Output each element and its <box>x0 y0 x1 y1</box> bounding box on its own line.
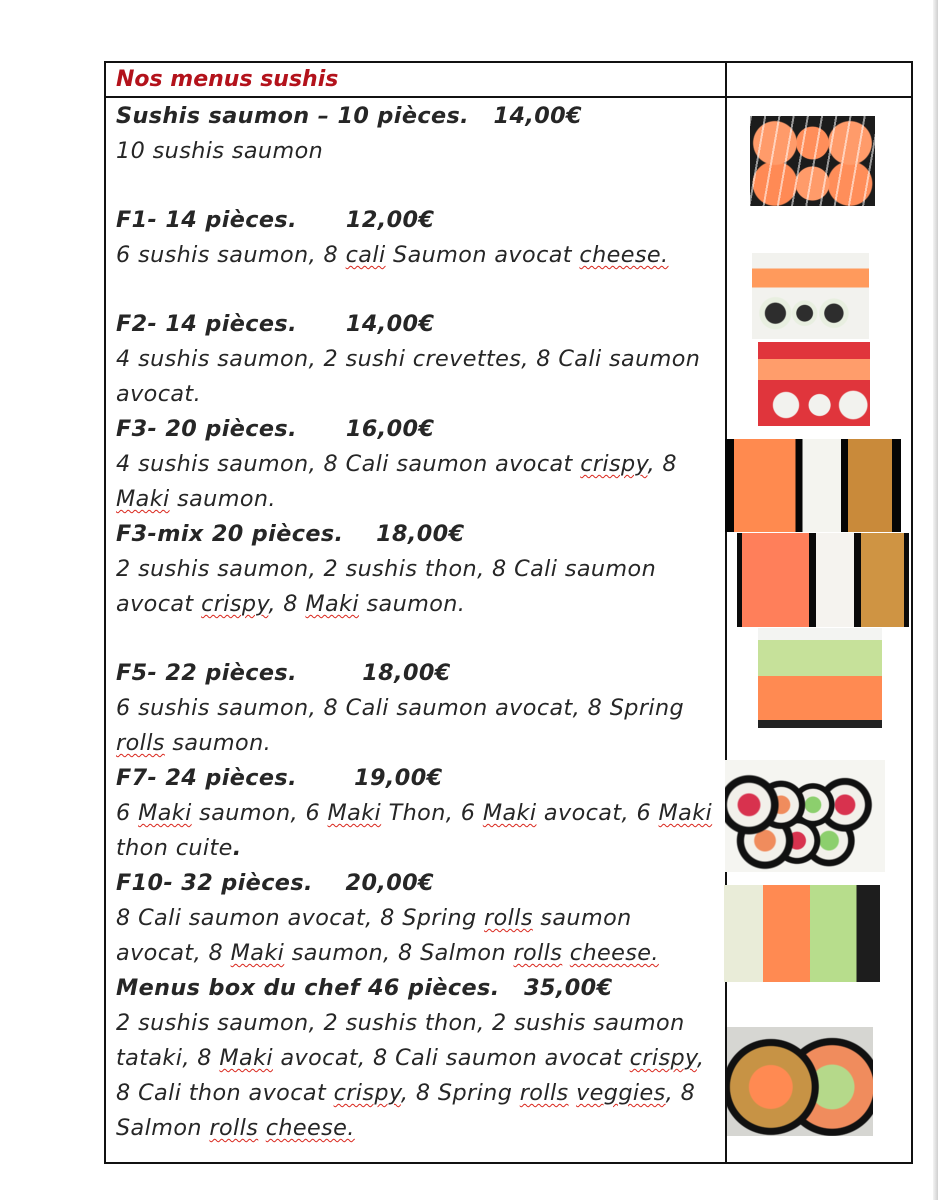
photo-f10 <box>724 885 880 982</box>
menu-item-description: 6 Maki saumon, 6 Maki Thon, 6 Maki avocat, 6 Maki thon cuite. <box>116 800 713 861</box>
menu-item-heading: F3-mix 20 pièces. 18,00€ <box>116 521 465 547</box>
menu-item-description: 6 sushis saumon, 8 Cali saumon avocat, 8 Spring rolls saumon. <box>116 695 685 756</box>
header-right-cell <box>731 67 911 93</box>
menu-item-heading: F3- 20 pièces. 16,00€ <box>116 416 435 442</box>
menu-title: Nos menus sushis <box>116 67 339 92</box>
menu-item-heading: F2- 14 pièces. 14,00€ <box>116 311 435 337</box>
menu-item <box>116 971 720 1146</box>
menu-list <box>116 99 720 1146</box>
photo-f1 <box>752 253 869 339</box>
table-column-divider <box>725 63 727 1162</box>
photo-f7 <box>725 760 885 872</box>
menu-item-heading: Sushis saumon – 10 pièces. 14,00€ <box>116 103 582 129</box>
menu-item-description: 8 Cali saumon avocat, 8 Spring rolls saumon avocat, 8 Maki saumon, 8 Salmon rolls cheese. <box>116 905 659 966</box>
menu-item-description: 2 sushis saumon, 2 sushis thon, 8 Cali saumon avocat crispy, 8 Maki saumon. <box>116 556 657 617</box>
photo-f3 <box>725 439 901 532</box>
menu-item-description: 4 sushis saumon, 2 sushi crevettes, 8 Cali saumon avocat. <box>116 346 701 407</box>
photo-box-du-chef <box>727 1027 873 1136</box>
menu-item <box>116 656 720 761</box>
menu-item-description: 4 sushis saumon, 8 Cali saumon avocat crispy, 8 Maki saumon. <box>116 451 678 512</box>
page-edge-shadow <box>933 0 938 1200</box>
menu-item <box>116 203 720 273</box>
menu-item-description: 6 sushis saumon, 8 cali Saumon avocat cheese. <box>116 242 669 268</box>
photo-f2 <box>758 342 870 426</box>
photo-f3-mix <box>737 533 909 627</box>
menu-item-description: 10 sushis saumon <box>116 138 324 164</box>
table-row-divider <box>106 96 911 98</box>
menu-item-heading: Menus box du chef 46 pièces. 35,00€ <box>116 975 613 1001</box>
photo-sushis-saumon <box>750 116 875 206</box>
menu-item-heading: F5- 22 pièces. 18,00€ <box>116 660 451 686</box>
menu-item <box>116 517 720 622</box>
menu-item-description: 2 sushis saumon, 2 sushis thon, 2 sushis saumon tataki, 8 Maki avocat, 8 Cali saumon avocat crispy, 8 Cali thon avocat crispy, 8 Spring rolls veggies, 8 Salmon rolls cheese. <box>116 1010 705 1141</box>
menu-item <box>116 412 720 517</box>
menu-item <box>116 866 720 971</box>
menu-item <box>116 761 720 866</box>
menu-item-heading: F10- 32 pièces. 20,00€ <box>116 870 434 896</box>
menu-item <box>116 99 720 169</box>
menu-item-heading: F7- 24 pièces. 19,00€ <box>116 765 443 791</box>
menu-item <box>116 307 720 412</box>
photo-f5 <box>758 628 882 728</box>
menu-item-heading: F1- 14 pièces. 12,00€ <box>116 207 435 233</box>
